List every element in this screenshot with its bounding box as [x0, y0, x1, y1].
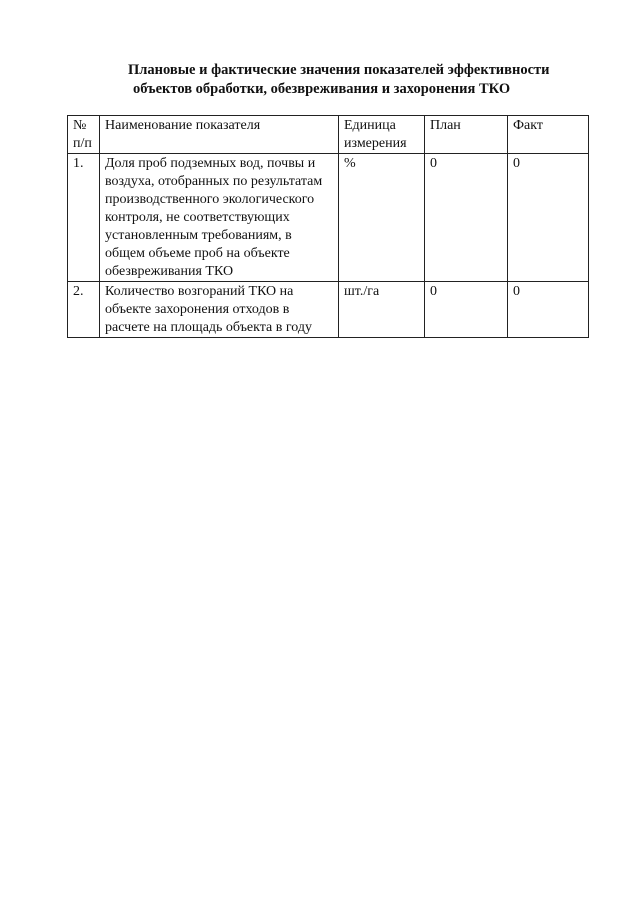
- table-header-row: [68, 116, 589, 154]
- row-name-cell: Количество возгораний ТКО на объекте захоронения отходов в расчете на площадь объекта в году: [100, 282, 339, 338]
- title-line-1: Плановые и фактические значения показателей эффективности: [128, 62, 550, 78]
- row-name-cell: Доля проб подземных вод, почвы и воздуха, отобранных по результатам производственного экологического контроля, не соответствующих установленным требованиям, в общем объеме проб на объекте обезвреживания ТКО: [100, 154, 339, 282]
- row-plan-cell: 0: [425, 282, 508, 338]
- row-num-cell: 1.: [68, 154, 100, 282]
- header-fact: Факт: [508, 116, 589, 154]
- row-unit-cell: %: [339, 154, 425, 282]
- header-unit: Единица измерения: [339, 116, 425, 154]
- title-line-2: объектов обработки, обезвреживания и захоронения ТКО: [133, 81, 511, 97]
- header-name: Наименование показателя: [100, 116, 339, 154]
- row-fact-cell: 0: [508, 154, 589, 282]
- table-row: [68, 154, 589, 282]
- row-plan-cell: 0: [425, 154, 508, 282]
- kpi-table: [67, 115, 589, 338]
- document-title: [0, 61, 640, 99]
- row-fact-cell: 0: [508, 282, 589, 338]
- table-row: [68, 282, 589, 338]
- row-unit-cell: шт./га: [339, 282, 425, 338]
- header-num: № п/п: [68, 116, 100, 154]
- row-num-cell: 2.: [68, 282, 100, 338]
- header-plan: План: [425, 116, 508, 154]
